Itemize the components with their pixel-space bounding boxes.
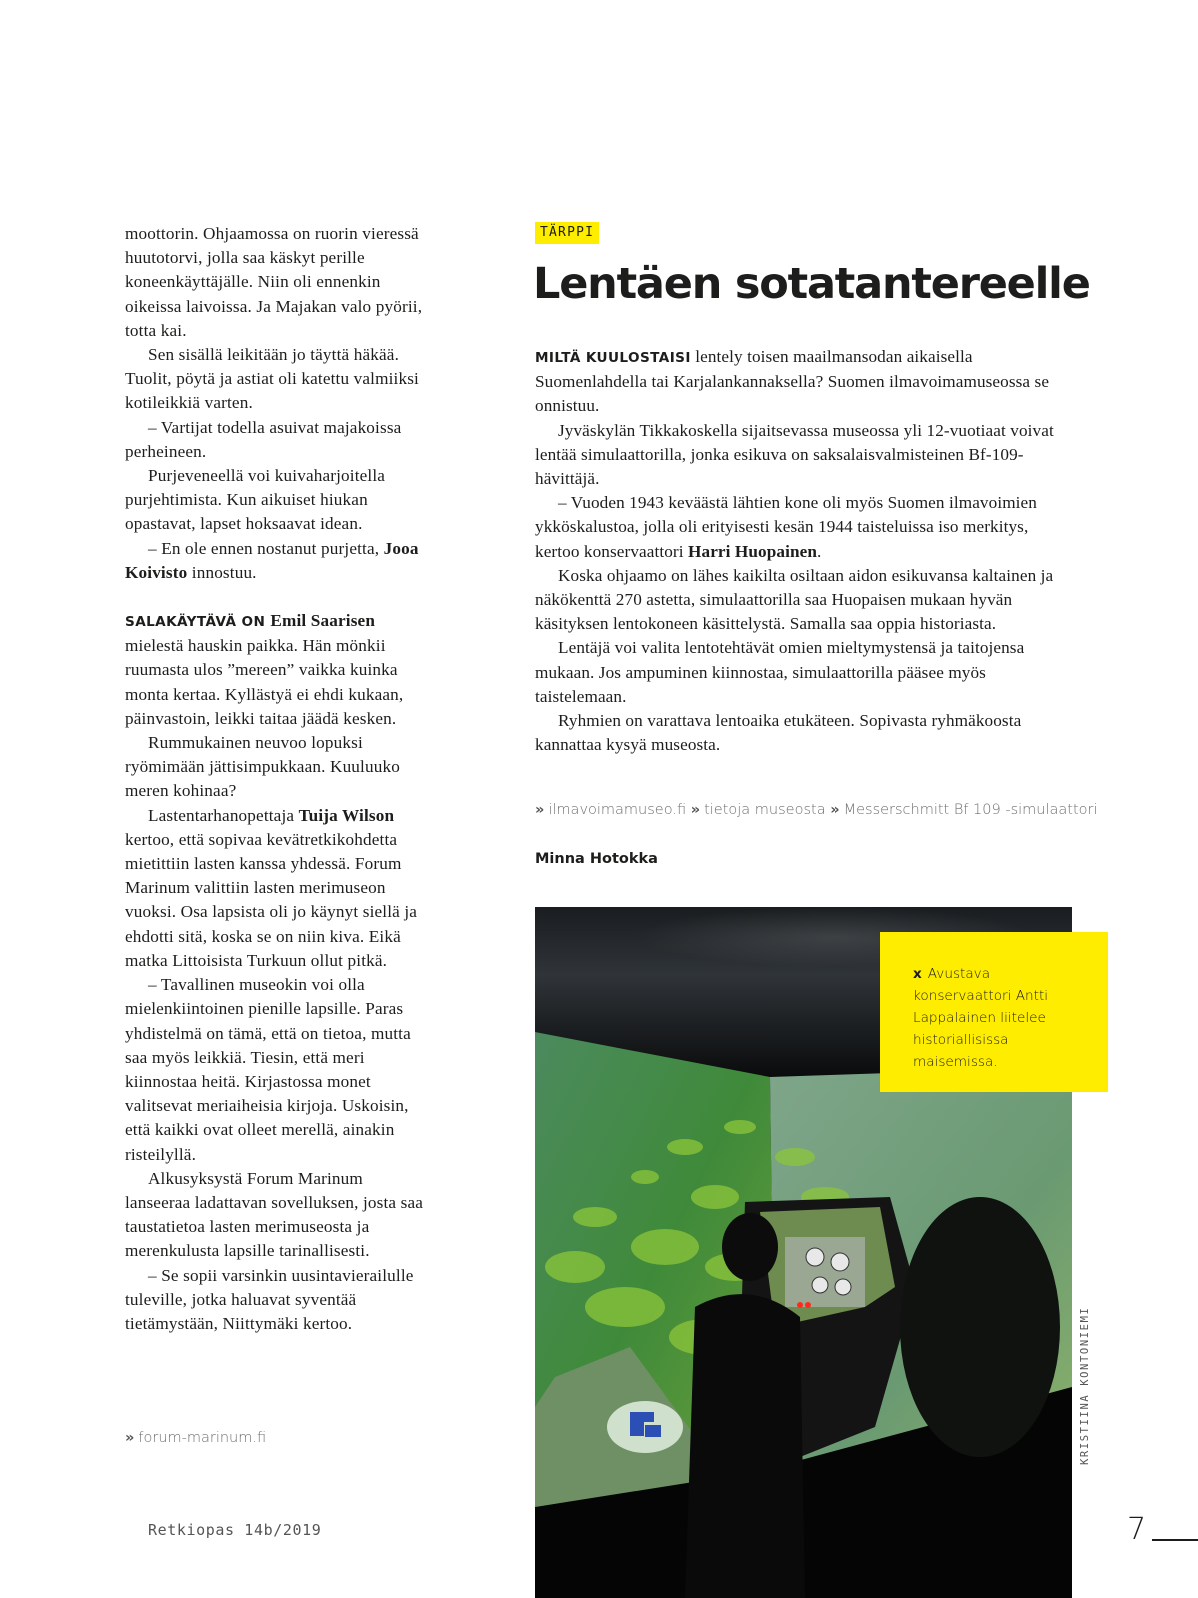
- paragraph: Rummukainen neuvoo lopuksi ryömimään jättisimpukkaan. Kuuluuko meren kohinaa?: [125, 733, 400, 801]
- text: – En ole ennen nostanut purjetta,: [148, 538, 384, 558]
- photo-credit: KRISTIINA KONTONIEMI: [1079, 1306, 1091, 1465]
- link-crumb[interactable]: ilmavoimamuseo.fi: [548, 802, 687, 818]
- link-crumb[interactable]: tietoja museosta: [704, 802, 826, 818]
- right-article-body: [535, 345, 1075, 757]
- text: Lastentarhanopettaja: [148, 805, 299, 825]
- paragraph: [125, 537, 425, 585]
- forum-marinum-link[interactable]: [125, 1430, 266, 1446]
- paragraph: [535, 491, 1075, 564]
- paragraph: – Vartijat todella asuivat majakoissa perheineen.: [125, 417, 402, 461]
- chevron-right-icon: »: [690, 802, 701, 818]
- paragraph: – Tavallinen museokin voi olla mielenkiintoinen pienille lapsille. Paras yhdistelmä on tämä, että on tietoa, mutta saa myös leikkiä. Tiesin, että meri kiinnostaa heitä. Kirjastossa monet valitsevat meriaiheisia kirjoja. Uskoisin, että kaikki ovat olleet merellä, ainakin risteilyllä.: [125, 975, 411, 1164]
- caption-marker-icon: x: [913, 966, 922, 982]
- link-crumb[interactable]: Messerschmitt Bf 109 -simulaattori: [843, 802, 1098, 818]
- text: .: [817, 541, 822, 561]
- paragraph: Jyväskylän Tikkakoskella sijaitsevassa museossa yli 12-vuotiaat voivat lentää simulaattorilla, jonka esikuva on saksalaisvalmisteinen Bf-109-hävittäjä.: [535, 420, 1054, 489]
- photo-caption: Avustava konservaattori Antti Lappalainen liitelee historiallisissa maisemissa.: [913, 966, 1049, 1070]
- magazine-issue: Retkiopas 14b/2019: [148, 1521, 322, 1539]
- lead-paragraph: [535, 345, 1075, 419]
- paragraph: Alkusyksystä Forum Marinum lanseeraa ladattavan sovelluksen, josta saa taustatietoa lasten merimuseosta ja merenkulusta lapsille tarinallisesti.: [125, 1168, 424, 1261]
- paragraph: Lentäjä voi valita lentotehtävät omien mieltymystensä ja taitojensa mukaan. Jos ampuminen kiinnostaa, simulaattorilla pääsee myös taistelemaan.: [535, 638, 1025, 706]
- person-name: Emil Saarisen: [270, 611, 376, 631]
- text: – Vuoden 1943 keväästä lähtien kone oli myös Suomen ilmavoimien ykköskalustoa, jolla oli erityisesti kesän 1944 taisteluissa iso merkitys, kertoo konservaattori: [535, 493, 1037, 561]
- paragraph: Ryhmien on varattava lentoaika etukäteen. Sopivasta ryhmäkoosta kannattaa kysyä museosta.: [535, 711, 1022, 755]
- person-name: Tuija Wilson: [298, 805, 395, 825]
- chevron-right-icon: »: [830, 802, 840, 818]
- text: innostuu.: [187, 562, 257, 582]
- paragraph: Purjeveneellä voi kuivaharjoitella purjehtimista. Kun aikuiset hiukan opastavat, lapset hoksaavat idean.: [125, 466, 386, 534]
- text: kertoo, että sopivaa kevätretkikohdetta mietittiin lasten kanssa yhdessä. Forum Marinum valittiin lasten merimuseon vuoksi. Osa lapsista oli jo käynyt siellä ja ehdotti sitä, koska se on niin kiva. Eikä matka Littoisista Turkuun ollut pitkä.: [125, 829, 418, 970]
- person-name: Harri Huopainen: [688, 541, 818, 561]
- link-text[interactable]: forum-marinum.fi: [138, 1430, 267, 1446]
- section-lead-paragraph: [125, 609, 425, 731]
- text: mielestä hauskin paikka. Hän mönkii ruumasta ulos ”mereen” vaikka kuinka monta kertaa. Kyllästyä ei ehdi kukaan, päinvastoin, leikki taitaa jäädä kesken.: [125, 636, 404, 728]
- page-number: 7: [1127, 1512, 1147, 1547]
- page-number-rule: [1152, 1539, 1198, 1541]
- chevron-right-icon: »: [535, 802, 545, 818]
- article-headline: Lentäen sotatantereelle: [533, 259, 1090, 309]
- left-article-column: [125, 222, 425, 1336]
- paragraph: Koska ohjaamo on lähes kaikilta osiltaan aidon esikuvansa kaltainen ja näkökenttä 270 astetta, simulaattorilla saa Huopaisen mukaan hyvän käsityksen lentokoneen käsittelystä. Samalla saa oppia historiasta.: [535, 565, 1054, 634]
- author-byline: Minna Hotokka: [535, 851, 658, 867]
- chevron-right-icon: »: [125, 1430, 135, 1446]
- lead-caps: SALAKÄYTÄVÄ ON: [125, 614, 271, 631]
- person-name: Jooa Koivisto: [125, 538, 419, 582]
- paragraph: moottorin. Ohjaamossa on ruorin vieressä huutotorvi, jolla saa käskyt perille koneenkäyttäjälle. Niin oli ennenkin oikeissa laivoissa. Ja Majakan valo pyörii, totta kai.: [125, 224, 423, 340]
- paragraph: Sen sisällä leikitään jo täyttä häkää. Tuolit, pöytä ja astiat oli katettu valmiiksi kotileikkiä varten.: [125, 345, 419, 413]
- text: lentely toisen maailmansodan aikaisella Suomenlahdella tai Karjalankannaksella? Suomen ilmavoimamuseossa se onnistuu.: [535, 347, 1050, 416]
- section-tag: TÄRPPI: [535, 222, 599, 244]
- ilmavoimamuseo-link[interactable]: [535, 802, 1098, 818]
- paragraph: [125, 804, 425, 973]
- photo-caption-box: [880, 932, 1108, 1092]
- section-gap: [125, 585, 425, 609]
- paragraph: – Se sopii varsinkin uusintavierailulle tuleville, jotka haluavat syventää tietämystään, Niittymäki kertoo.: [125, 1265, 414, 1333]
- lead-caps: MILTÄ KUULOSTAISI: [535, 350, 691, 366]
